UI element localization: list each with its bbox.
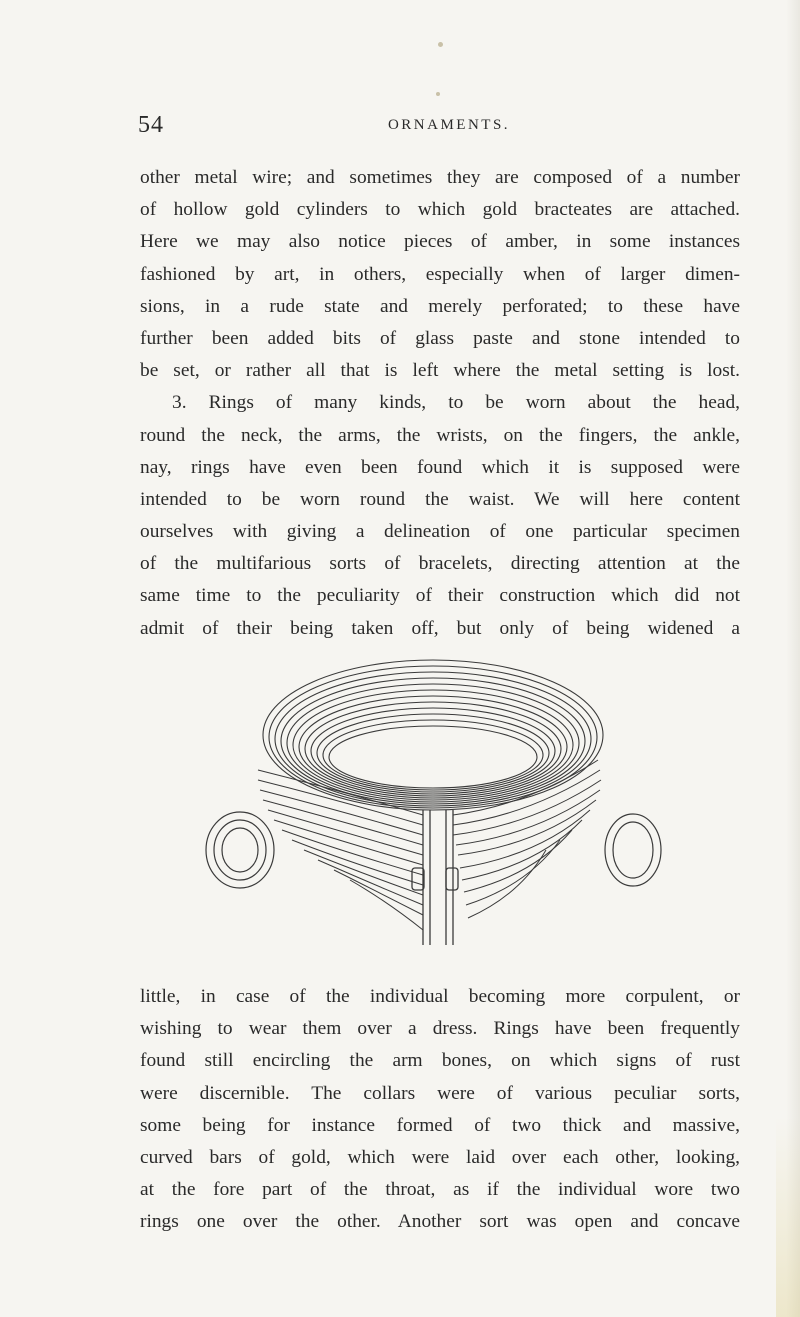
text-line: same time to the peculiarity of their construction which did not <box>140 585 740 607</box>
page-corner-stain <box>776 1117 800 1317</box>
text-line: were discernible. The collars were of various peculiar sorts, <box>140 1082 740 1104</box>
text-line: further been added bits of glass paste and stone intended to <box>140 327 740 349</box>
body-text-bottom <box>140 981 740 1239</box>
text-line: admit of their being taken off, but only of being widened a <box>140 617 740 639</box>
text-line: other metal wire; and sometimes they are composed of a number <box>140 167 740 188</box>
text-line: at the fore part of the throat, as if the individual wore two <box>140 1179 740 1201</box>
text-line-section-start: 3. Rings of many kinds, to be worn about the head, <box>172 392 740 414</box>
text-line: of hollow gold cylinders to which gold bracteates are attached. <box>140 199 740 221</box>
bracelet-engraving <box>198 640 668 960</box>
paper-speck <box>436 92 440 96</box>
text-line: intended to be worn round the waist. We will here content <box>140 488 740 510</box>
text-line: fashioned by art, in others, especially when of larger dimen- <box>140 263 740 285</box>
text-line: wishing to wear them over a dress. Rings have been frequently <box>140 1018 740 1040</box>
central-clasp <box>412 810 458 945</box>
body-text-top <box>140 162 740 645</box>
right-hook-loop <box>605 814 661 886</box>
text-line: sions, in a rude state and merely perforated; to these have <box>140 295 740 317</box>
text-line: round the neck, the arms, the wrists, on the fingers, the ankle, <box>140 424 740 446</box>
text-line: Here we may also notice pieces of amber, in some instances <box>140 231 740 253</box>
text-line: ourselves with giving a delineation of one particular specimen <box>140 521 740 543</box>
text-line: curved bars of gold, which were laid over each other, looking, <box>140 1146 740 1168</box>
text-line: found still encircling the arm bones, on which signs of rust <box>140 1050 740 1072</box>
bracelet-back-band <box>263 660 603 810</box>
running-title: ORNAMENTS. <box>387 117 511 133</box>
text-line: rings one over the other. Another sort was open and concave <box>140 1211 740 1233</box>
text-line: nay, rings have even been found which it is supposed were <box>140 456 740 478</box>
text-line: of the multifarious sorts of bracelets, directing attention at the <box>140 553 740 575</box>
paper-speck <box>438 42 443 47</box>
text-line: some being for instance formed of two thick and massive, <box>140 1114 740 1136</box>
text-line: be set, or rather all that is left where the metal setting is lost. <box>140 360 740 382</box>
page-number: 54 <box>138 112 164 138</box>
left-hook-loop <box>206 812 274 888</box>
running-head <box>138 112 700 142</box>
text-line: little, in case of the individual becoming more corpulent, or <box>140 986 740 1007</box>
